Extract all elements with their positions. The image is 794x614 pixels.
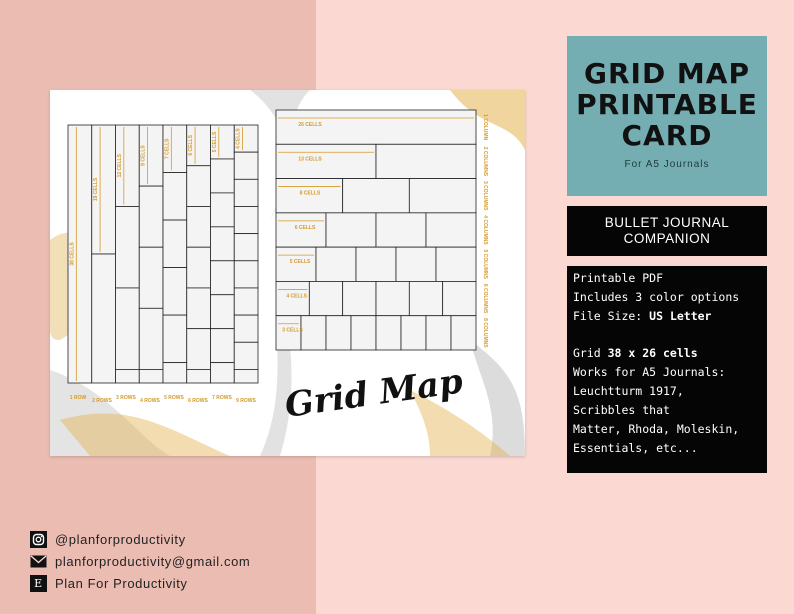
bottom-row-label: 5 ROWS: [164, 395, 184, 401]
left-grid-cell: [211, 329, 235, 363]
right-cell-label: 4 CELLS: [286, 293, 307, 300]
left-grid-cell: [234, 342, 258, 369]
bottom-row-label: 6 ROWS: [188, 398, 208, 404]
left-grid-cell: [92, 254, 116, 383]
left-grid-cell: [163, 173, 187, 221]
details-line-2: Includes 3 color options: [573, 290, 740, 304]
email-row[interactable]: [30, 550, 250, 572]
column-count-label: 3 COLUMNS: [482, 180, 488, 211]
left-cell-label: 4 CELLS: [235, 128, 242, 149]
right-grid-cell: [351, 316, 376, 350]
left-grid-cell: [163, 363, 187, 383]
right-grid-cell: [326, 213, 376, 247]
left-grid-cell: [187, 288, 211, 329]
left-grid-cell: [234, 369, 258, 383]
left-grid-cell: [234, 261, 258, 288]
left-grid-cell: [163, 220, 187, 268]
left-grid-cell: [163, 268, 187, 316]
script-title: Grid Map: [282, 361, 466, 426]
details-line-8: Matter, Rhoda, Moleskin,: [573, 422, 740, 436]
title-line-3: CARD: [621, 119, 713, 152]
left-cell-label: 38 CELLS: [69, 242, 76, 266]
left-cell-label: 19 CELLS: [93, 177, 100, 202]
right-grid-cell: [443, 281, 476, 315]
column-count-label: 5 COLUMNS: [482, 249, 488, 280]
bottom-row-label: 7 ROWS: [212, 395, 232, 401]
companion-line-2: COMPANION: [623, 231, 711, 246]
right-grid-cell: [316, 247, 356, 281]
details-line-1: Printable PDF: [573, 271, 664, 285]
column-count-label: 2 COLUMNS: [482, 146, 488, 177]
left-grid-cell: [187, 329, 211, 370]
grid-map-card: [50, 90, 525, 456]
etsy-shop-name[interactable]: Plan For Productivity: [55, 575, 188, 591]
details-line-9: Essentials, etc...: [573, 441, 698, 455]
bottom-row-label: 4 ROWS: [140, 398, 160, 404]
contacts: [30, 528, 250, 594]
left-grid-cell: [211, 193, 235, 227]
details-line-7: Scribbles that: [573, 403, 670, 417]
right-grid-cell: [326, 316, 351, 350]
bottom-row-label: 9 ROWS: [236, 398, 256, 404]
right-grid-cell: [343, 281, 376, 315]
left-cell-label: 6 CELLS: [188, 135, 195, 156]
right-grid-cell: [426, 213, 476, 247]
left-grid-cell: [139, 308, 163, 369]
left-grid-cell: [234, 234, 258, 261]
etsy-icon: E: [30, 575, 47, 592]
right-grid-cell: [451, 316, 476, 350]
details-line-3: [573, 307, 767, 326]
left-grid-cell: [211, 295, 235, 329]
right-cell-label: 3 CELLS: [282, 327, 303, 334]
right-grid-cell: [376, 213, 426, 247]
right-cell-label: 6 CELLS: [294, 224, 316, 231]
email-address[interactable]: planforproductivity@gmail.com: [55, 553, 251, 569]
file-size-label: File Size:: [573, 309, 650, 323]
right-grid-cell: [409, 179, 476, 213]
right-grid-cell: [401, 316, 426, 350]
details-box: [567, 266, 767, 473]
left-grid-cell: [139, 369, 163, 383]
column-count-label: 6 COLUMNS: [482, 283, 488, 314]
left-grid-cell: [234, 179, 258, 206]
right-grid-cell: [376, 144, 476, 178]
left-cell-label: 9 CELLS: [140, 145, 147, 166]
right-grid-cell: [343, 179, 410, 213]
title-line-1: GRID MAP: [583, 57, 750, 90]
details-line-4: [573, 344, 767, 363]
bottom-row-label: 2 ROWS: [92, 398, 112, 404]
title-box: [567, 36, 767, 196]
right-cell-label: 26 CELLS: [298, 122, 322, 128]
right-grid-cell: [276, 144, 376, 178]
grid-map-illustration: [50, 90, 525, 456]
details-line-6: Leuchtturm 1917,: [573, 384, 684, 398]
column-count-label: 4 COLUMNS: [482, 215, 488, 245]
right-grid-cell: [376, 281, 409, 315]
right-grid-cell: [409, 281, 442, 315]
right-cell-label: 8 CELLS: [299, 190, 321, 197]
left-grid-cell: [116, 288, 140, 369]
left-grid-cell: [211, 261, 235, 295]
left-grid-cell: [211, 159, 235, 193]
left-grid: [68, 125, 258, 383]
envelope-icon: [30, 553, 47, 570]
instagram-icon: [30, 531, 47, 548]
left-grid-cell: [234, 152, 258, 179]
right-grid-cell: [309, 281, 342, 315]
left-grid-cell: [187, 166, 211, 207]
left-grid-cell: [211, 363, 235, 383]
right-cell-label: 13 CELLS: [298, 156, 322, 163]
instagram-row[interactable]: [30, 528, 250, 550]
instagram-handle[interactable]: @planforproductivity: [55, 531, 186, 547]
left-grid-cell: [116, 369, 140, 383]
right-grid-cell: [396, 247, 436, 281]
left-grid-cell: [187, 369, 211, 383]
right-grid-cell: [426, 316, 451, 350]
grid-label: Grid: [573, 346, 608, 360]
left-grid-cell: [234, 315, 258, 342]
left-grid-cell: [116, 206, 140, 287]
companion-box: [567, 206, 767, 256]
left-grid-cell: [187, 206, 211, 247]
grid-value: 38 x 26 cells: [607, 346, 698, 360]
right-grid-cell: [301, 316, 326, 350]
column-count-label: 8 COLUMNS: [482, 318, 488, 348]
left-grid-cell: [163, 315, 187, 363]
left-grid-cell: [139, 247, 163, 308]
right-grid-cell: [376, 316, 401, 350]
etsy-row[interactable]: [30, 572, 250, 594]
file-size-value: US Letter: [649, 309, 712, 323]
bottom-row-label: 1 ROW: [69, 395, 87, 401]
right-grid-cell: [356, 247, 396, 281]
details-line-5: Works for A5 Journals:: [573, 365, 726, 379]
left-grid-cell: [139, 186, 163, 247]
companion-line-1: BULLET JOURNAL: [604, 215, 730, 230]
right-cell-label: 5 CELLS: [289, 259, 311, 266]
right-grid-cell: [436, 247, 476, 281]
bottom-row-label: 3 ROWS: [116, 395, 136, 401]
left-grid-cell: [234, 288, 258, 315]
title-subtitle: For A5 Journals: [624, 159, 710, 170]
column-count-label: 1 COLUMN: [482, 114, 488, 141]
title-line-2: PRINTABLE: [576, 88, 758, 121]
left-grid-cell: [187, 247, 211, 288]
left-cell-label: 12 CELLS: [116, 154, 123, 178]
left-cell-label: 7 CELLS: [164, 138, 171, 160]
left-grid-cell: [211, 227, 235, 261]
left-cell-label: 5 CELLS: [211, 131, 218, 153]
left-grid-cell: [234, 206, 258, 233]
